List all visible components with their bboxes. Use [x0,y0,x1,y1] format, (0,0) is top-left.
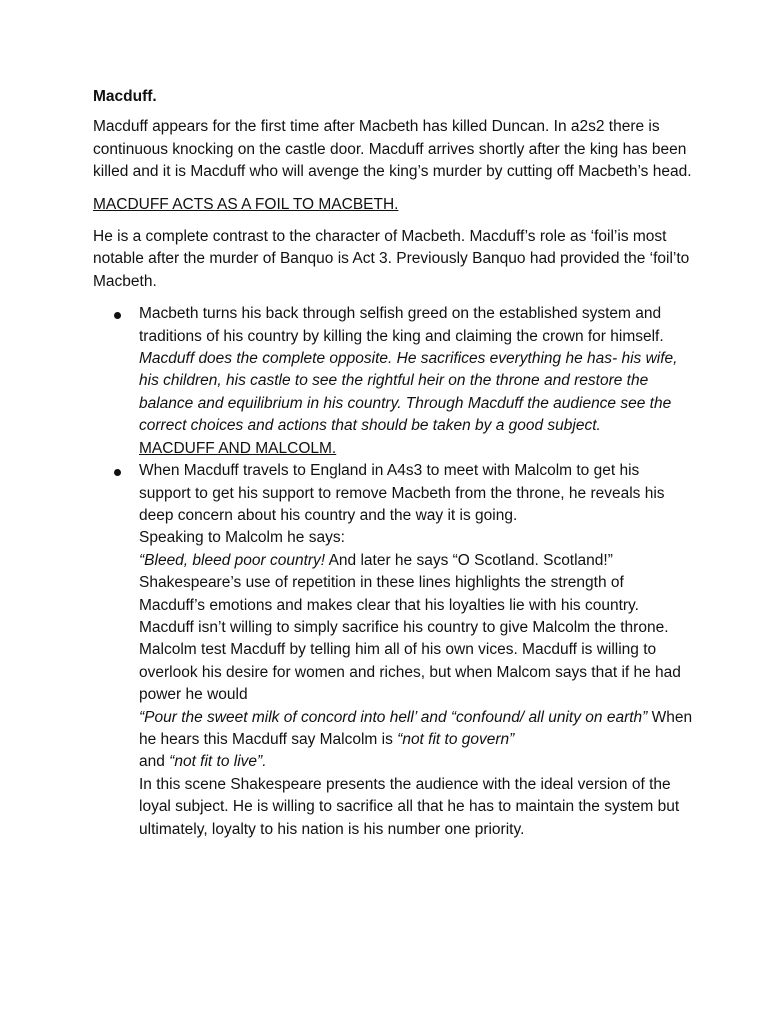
malcolm-test-text: Malcolm test Macduff by telling him all of his own vices. Macduff is willing to overlook his desire for women and riches, but when Malcom says that if he had power he would [139,641,681,704]
reaction-text: When he hears this Macduff say Malcolm is [139,708,693,748]
intro-paragraph: Macduff appears for the first time after Macbeth has killed Duncan. In a2s2 there is continuous knocking on the castle door. Macduff arrives shortly after the king has been killed and it is Macduff who will avenge the king’s murder by cutting off Macbeth’s head. [93,118,692,181]
quote-bleed: “Bleed, bleed poor country! [139,551,326,569]
section-heading: MACDUFF ACTS AS A FOIL TO MACBETH. [93,195,399,213]
document-body [93,86,693,841]
bullet2-live-line [139,751,693,773]
quote-live: “not fit to live”. [169,753,267,771]
quote-govern: “not fit to govern” [397,730,515,748]
list-item [93,303,693,460]
bullet2-quote-block [139,550,693,640]
bullet-icon [114,469,121,476]
conclusion-text: In this scene Shakespeare presents the audience with the ideal version of the loyal subject. He is willing to sacrifice all that he has to maintain the system but ultimately, loyalty to his nation is his number one priority. [139,775,680,838]
and-text: and [139,753,170,771]
macduff-malcolm-heading: MACDUFF AND MALCOLM. [139,439,337,457]
bullet1-italic-text: Macduff does the complete opposite. He sacrifices everything he has- his wife, his children, his castle to see the rightful heir on the throne and restore the balance and equilibrium in his country. Through Macduff the audience see the correct choices and actions that should be taken by a good subject. [139,350,678,435]
repetition-analysis: And later he says “O Scotland. Scotland!” Shakespeare’s use of repetition in these lines highlights the strength of Macduff’s emotions and makes clear that his loyalties lie with his country. Macduff isn’t willing to simply sacrifice his country to give Malcolm the throne. [139,551,669,636]
document-title: Macduff. [93,88,157,105]
bullet2-quote-line [139,707,693,752]
foil-paragraph: He is a complete contrast to the character of Macbeth. Macduff’s role as ‘foil’is most notable after the murder of Banquo is Act 3. Previously Banquo had provided the ‘foil’to Macbeth. [93,228,690,290]
list-item [93,460,693,841]
bullet2-speaking: Speaking to Malcolm he says: [139,529,345,547]
bullet1-text: Macbeth turns his back through selfish greed on the established system and traditions of his country by killing the king and claiming the crown for himself. [139,305,664,345]
bullet-list [93,303,693,841]
quote-pour: “Pour the sweet milk of concord into hell’ and “confound/ all unity on earth” [139,708,648,726]
bullet-icon [114,312,121,319]
bullet2-text: When Macduff travels to England in A4s3 to meet with Malcolm to get his support to get his support to remove Macbeth from the throne, he reveals his deep concern about his country and the way it is going. [139,462,665,524]
